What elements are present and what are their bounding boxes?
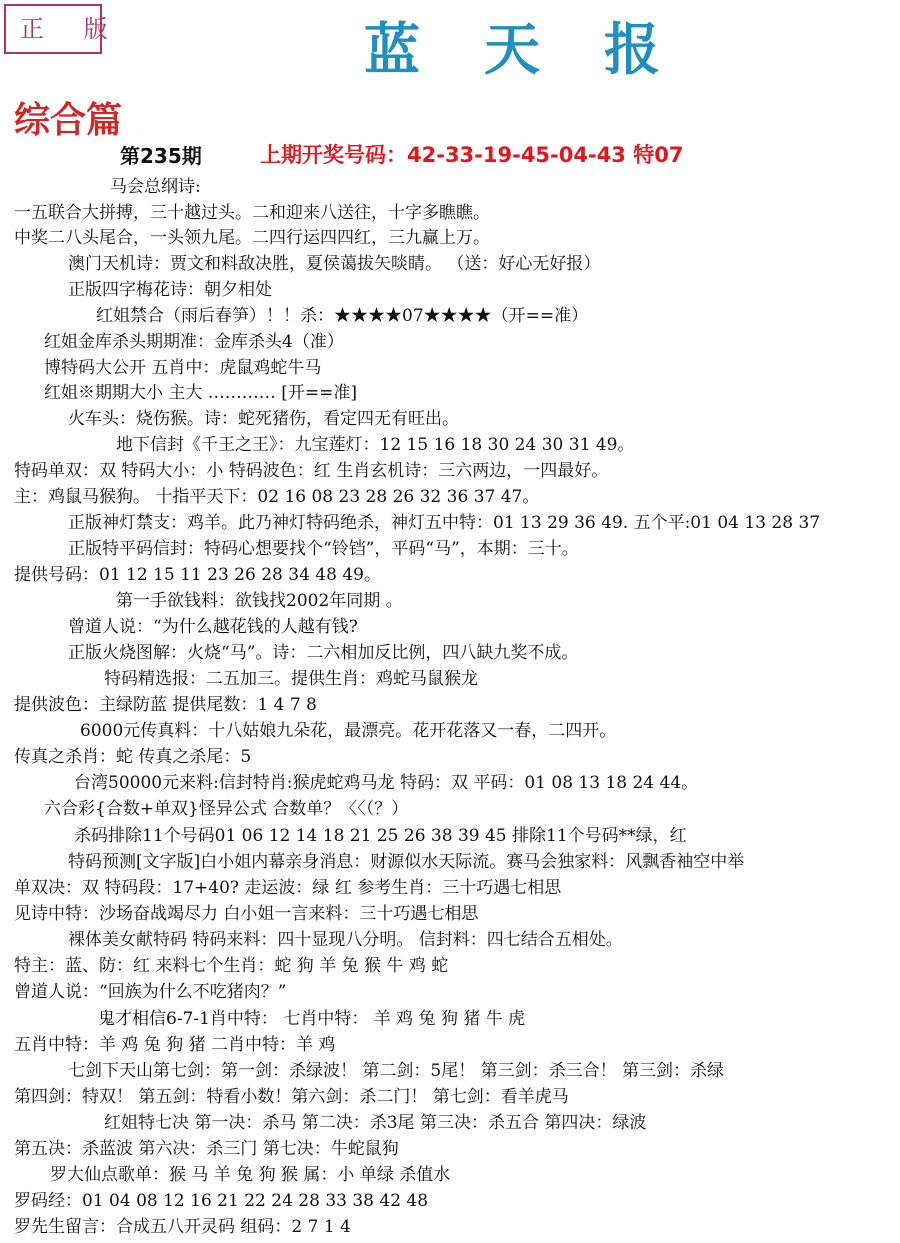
newspaper-title: 蓝天报 bbox=[364, 18, 724, 83]
text-line: 特码预测[文字版]白小姐内幕亲身消息：财源似水天际流。赛马会独家料：风飘香袖空中举 bbox=[68, 852, 745, 872]
text-line: 澳门天机诗：贾文和料敌决胜，夏侯蔼拔矢啖睛。 （送：好心无好报） bbox=[68, 254, 601, 274]
authentic-stamp: 正 版 bbox=[4, 4, 102, 54]
text-line: 传真之杀肖：蛇 传真之杀尾：5 bbox=[14, 747, 252, 767]
text-line: 主：鸡鼠马猴狗。 十指平天下：02 16 08 23 28 26 32 36 37 47。 bbox=[14, 487, 540, 507]
text-line: 正版神灯禁支：鸡羊。此乃神灯特码绝杀，神灯五中特：01 13 29 36 49. 五个平:01 04 13 28 37 bbox=[68, 513, 821, 533]
text-line: 七剑下天山第七剑：第一剑：杀绿波！ 第二剑：5尾！ 第三剑：杀三合！ 第三剑：杀绿 bbox=[68, 1061, 725, 1081]
text-line: 红姐禁合（雨后春笋）！！杀：★★★★07★★★★（开==准） bbox=[96, 306, 589, 326]
text-line: 台湾50000元来料:信封特肖:猴虎蛇鸡马龙 特码：双 平码：01 08 13 18 24 44。 bbox=[74, 773, 699, 793]
text-line: 地下信封《千王之王》：九宝莲灯：12 15 16 18 30 24 30 31 49。 bbox=[116, 435, 635, 455]
text-line: 特主：蓝、防：红 来料七个生肖：蛇 狗 羊 兔 猴 牛 鸡 蛇 bbox=[14, 956, 449, 976]
text-line: 一五联合大拼搏，三十越过头。二和迎来八送往，十字多瞧瞧。 bbox=[14, 203, 490, 223]
text-line: 中奖二八头尾合，一头领九尾。二四行运四四红，三九赢上万。 bbox=[14, 228, 490, 248]
text-line: 罗大仙点歌单：猴 马 羊 兔 狗 猴 属：小 单绿 杀值水 bbox=[50, 1165, 451, 1185]
text-line: 六合彩{合数+单双}怪异公式 合数单？〈〈（？） bbox=[44, 799, 409, 819]
text-line: 提供波色：主绿防蓝 提供尾数：1 4 7 8 bbox=[14, 695, 317, 715]
text-line: 裸体美女献特码 特码来料：四十显现八分明。 信封料：四七结合五相处。 bbox=[68, 930, 623, 950]
text-line: 第四剑：特双！ 第五剑：特看小数！第六剑：杀二门！ 第七剑：看羊虎马 bbox=[14, 1087, 569, 1107]
text-line: 曾道人说：“为什么越花钱的人越有钱? bbox=[68, 617, 358, 637]
text-line: 鬼才相信6-7-1肖中特： 七肖中特： 羊 鸡 兔 狗 猪 牛 虎 bbox=[98, 1009, 526, 1029]
text-line: 见诗中特：沙场奋战竭尽力 白小姐一言来料：三十巧遇七相思 bbox=[14, 904, 479, 924]
text-line: 特码精选报：二五加三。提供生肖：鸡蛇马鼠猴龙 bbox=[104, 669, 478, 689]
text-line: 6000元传真料：十八姑娘九朵花，最漂亮。花开花落又一春，二四开。 bbox=[80, 721, 617, 741]
issue-number: 第235期 bbox=[120, 144, 202, 168]
text-line: 曾道人说：“回族为什么不吃猪肉？” bbox=[14, 982, 287, 1002]
text-line: 红姐金库杀头期期准：金库杀头4（准） bbox=[44, 332, 344, 352]
text-line: 第五决：杀蓝波 第六决：杀三门 第七决：牛蛇鼠狗 bbox=[14, 1139, 399, 1159]
text-line: 红姐※期期大小 主大 ………… [开==准] bbox=[44, 383, 357, 403]
text-line: 单双决：双 特码段：17+40? 走运波：绿 红 参考生肖：三十巧遇七相思 bbox=[14, 878, 562, 898]
text-line: 火车头：烧伤猴。诗：蛇死猪伤，看定四无有旺出。 bbox=[68, 409, 459, 429]
text-line: 正版火烧图解：火烧“马”。诗：二六相加反比例，四八缺九奖不成。 bbox=[68, 643, 579, 663]
text-line: 五肖中特：羊 鸡 兔 狗 猪 二肖中特：羊 鸡 bbox=[14, 1035, 336, 1055]
text-line: 博特码大公开 五肖中：虎鼠鸡蛇牛马 bbox=[44, 358, 322, 378]
text-line: 罗先生留言：合成五八开灵码 组码：2 7 1 4 bbox=[14, 1217, 351, 1237]
text-line: 提供号码：01 12 15 11 23 26 28 34 48 49。 bbox=[14, 565, 381, 585]
text-line: 正版四字梅花诗：朝夕相处 bbox=[68, 280, 272, 300]
text-line: 马会总纲诗: bbox=[110, 177, 201, 197]
text-line: 第一手欲钱料：欲钱找2002年同期 。 bbox=[116, 591, 403, 611]
text-line: 红姐特七决 第一决：杀马 第二决：杀3尾 第三决：杀五合 第四决：绿波 bbox=[104, 1113, 647, 1133]
last-draw-numbers: 上期开奖号码：42-33-19-45-04-43 特07 bbox=[260, 143, 684, 167]
text-line: 正版特平码信封：特码心想要找个“铃铛”，平码“马”，本期：三十。 bbox=[68, 539, 579, 559]
text-line: 特码单双：双 特码大小：小 特码波色：红 生肖玄机诗：三六两边，一四最好。 bbox=[14, 461, 609, 481]
text-line: 罗码经：01 04 08 12 16 21 22 24 28 33 38 42 48 bbox=[14, 1191, 429, 1211]
section-heading: 综合篇 bbox=[14, 99, 123, 141]
text-line: 杀码排除11个号码01 06 12 14 18 21 25 26 38 39 45 排除11个号码**绿，红 bbox=[74, 826, 687, 846]
